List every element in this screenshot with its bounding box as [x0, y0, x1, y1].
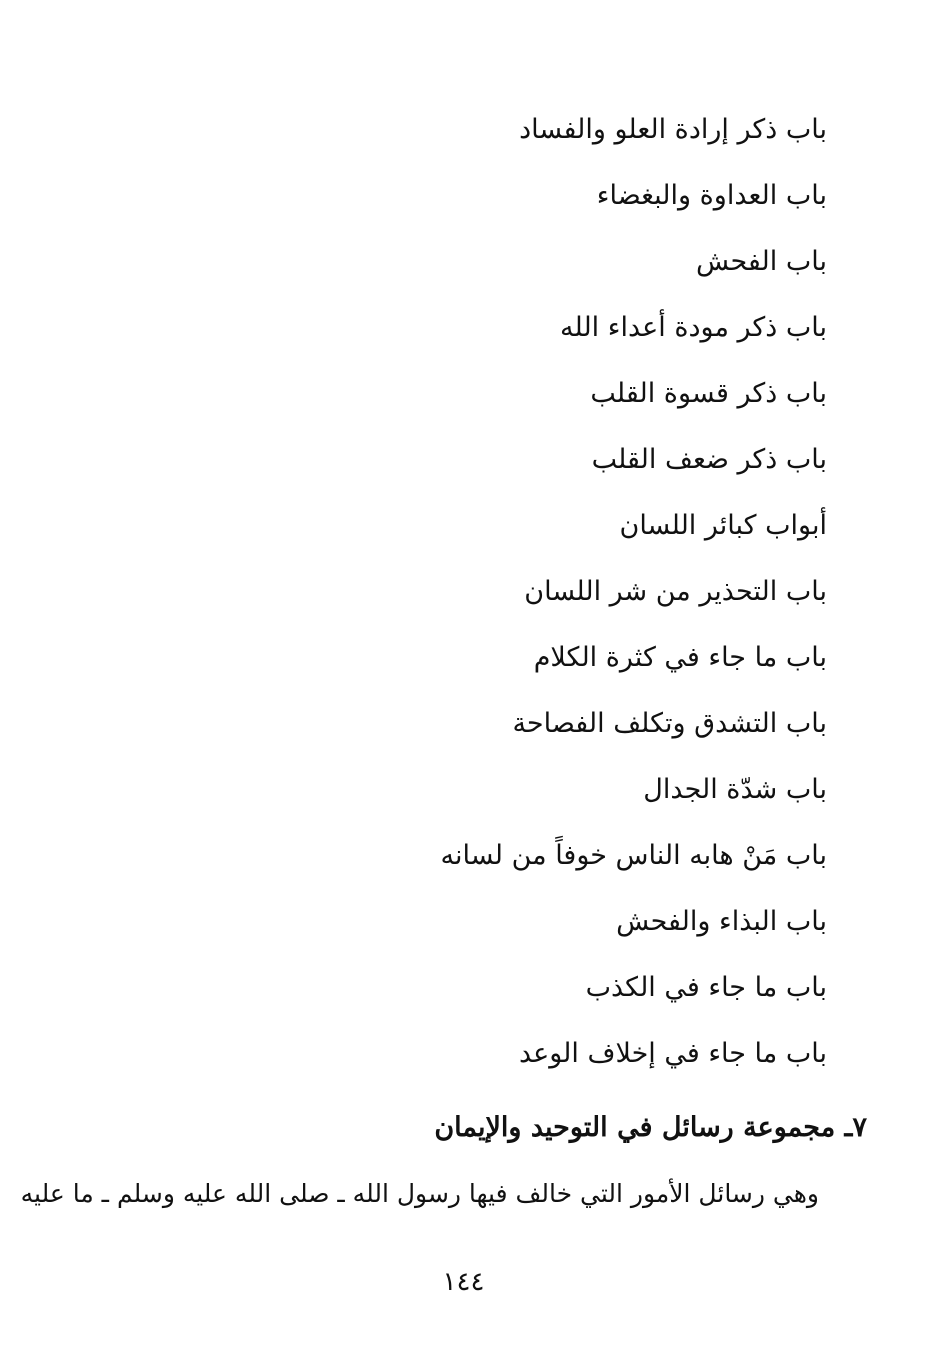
chapter-entry: باب ما جاء في إخلاف الوعد [518, 1038, 827, 1069]
chapter-entry: باب ما جاء في الكذب [585, 972, 827, 1003]
chapter-entry: أبواب كبائر اللسان [619, 510, 827, 541]
chapter-entry: باب مَنْ هابه الناس خوفاً من لسانه [440, 840, 827, 871]
chapter-entry: باب الفحش [696, 246, 827, 277]
chapter-entry: باب شدّة الجدال [643, 774, 827, 805]
chapter-entry: باب ما جاء في كثرة الكلام [533, 642, 827, 673]
chapter-entry: باب ذكر ضعف القلب [591, 444, 827, 475]
chapter-list [67, 104, 827, 1094]
chapter-entry: باب التشدق وتكلف الفصاحة [512, 708, 827, 739]
chapter-entry: باب ذكر إرادة العلو والفساد [519, 114, 827, 145]
chapter-entry: باب التحذير من شر اللسان [524, 576, 827, 607]
chapter-entry: باب العداوة والبغضاء [596, 180, 827, 211]
chapter-entry: باب ذكر قسوة القلب [590, 378, 827, 409]
chapter-entry: باب ذكر مودة أعداء الله [560, 312, 827, 343]
page-number: ١٤٤ [442, 1267, 485, 1297]
section-heading: ٧ـ مجموعة رسائل في التوحيد والإيمان [434, 1112, 867, 1143]
section-text: وهي رسائل الأمور التي خالف فيها رسول الله ـ صلى الله عليه وسلم ـ ما عليه [20, 1179, 819, 1208]
chapter-entry: باب البذاء والفحش [616, 906, 827, 937]
